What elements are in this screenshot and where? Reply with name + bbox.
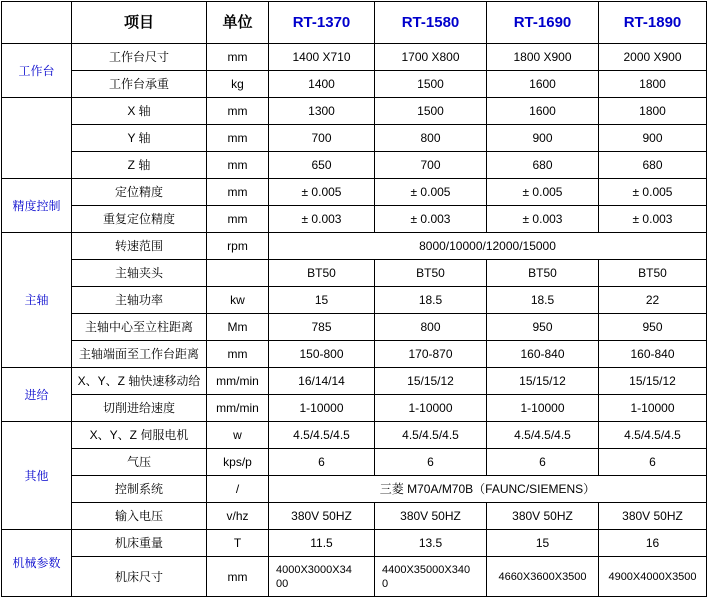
row-unit: rpm <box>207 233 269 260</box>
row-unit: mm <box>207 557 269 597</box>
cell-value: 1500 <box>375 71 487 98</box>
table-row <box>2 260 707 287</box>
row-label: 转速范围 <box>72 233 207 260</box>
cell-value: 380V 50HZ <box>599 503 707 530</box>
row-unit: mm <box>207 98 269 125</box>
wrapped-line: 4000X3000X34 <box>276 563 352 576</box>
row-unit: mm <box>207 125 269 152</box>
row-label: X、Y、Z 轴快速移动给 <box>72 368 207 395</box>
row-label: 主轴夹头 <box>72 260 207 287</box>
row-label: 主轴中心至立柱距离 <box>72 314 207 341</box>
cell-value: 11.5 <box>269 530 375 557</box>
cell-value: 2000 X900 <box>599 44 707 71</box>
row-unit <box>207 260 269 287</box>
cell-value: BT50 <box>599 260 707 287</box>
table-row <box>2 449 707 476</box>
cell-value: 950 <box>487 314 599 341</box>
row-label: X 轴 <box>72 98 207 125</box>
cell-value: 380V 50HZ <box>375 503 487 530</box>
cell-value: 15/15/12 <box>487 368 599 395</box>
cell-value: 900 <box>487 125 599 152</box>
cell-value: 15 <box>487 530 599 557</box>
table-row <box>2 368 707 395</box>
row-label: Z 轴 <box>72 152 207 179</box>
row-label: 主轴端面至工作台距离 <box>72 341 207 368</box>
row-label: X、Y、Z 伺服电机 <box>72 422 207 449</box>
row-label: 机床重量 <box>72 530 207 557</box>
table-row <box>2 530 707 557</box>
cell-value: 800 <box>375 125 487 152</box>
cell-value: ± 0.003 <box>487 206 599 233</box>
table-row <box>2 476 707 503</box>
cell-value: 900 <box>599 125 707 152</box>
row-unit: mm <box>207 44 269 71</box>
cell-value: 16 <box>599 530 707 557</box>
table-row <box>2 422 707 449</box>
cell-value: 4.5/4.5/4.5 <box>269 422 375 449</box>
cell-value: 15 <box>269 287 375 314</box>
cell-value: BT50 <box>269 260 375 287</box>
cell-value: 4.5/4.5/4.5 <box>599 422 707 449</box>
row-unit: kw <box>207 287 269 314</box>
cell-value-wrapped <box>269 557 375 597</box>
cell-value: BT50 <box>487 260 599 287</box>
cell-value: 4.5/4.5/4.5 <box>487 422 599 449</box>
row-unit: / <box>207 476 269 503</box>
cell-value: 785 <box>269 314 375 341</box>
row-unit: mm <box>207 206 269 233</box>
cell-value: BT50 <box>375 260 487 287</box>
cell-value: 1-10000 <box>269 395 375 422</box>
cell-value: 1800 <box>599 71 707 98</box>
group-label-travel <box>2 98 72 179</box>
cell-value: ± 0.003 <box>599 206 707 233</box>
row-label: 气压 <box>72 449 207 476</box>
spec-table <box>1 1 707 597</box>
wrapped-line: 4400X35000X340 <box>382 563 471 576</box>
cell-value: 15/15/12 <box>375 368 487 395</box>
cell-value: 1-10000 <box>487 395 599 422</box>
row-label: Y 轴 <box>72 125 207 152</box>
table-row <box>2 44 707 71</box>
table-row <box>2 395 707 422</box>
group-label-other: 其他 <box>2 422 72 530</box>
cell-value: ± 0.003 <box>269 206 375 233</box>
table-row <box>2 179 707 206</box>
cell-value: 1800 X900 <box>487 44 599 71</box>
row-label: 重复定位精度 <box>72 206 207 233</box>
table-row <box>2 206 707 233</box>
table-row <box>2 503 707 530</box>
row-label: 切削进给速度 <box>72 395 207 422</box>
cell-value: 380V 50HZ <box>269 503 375 530</box>
header-model-1890: RT-1890 <box>599 2 707 44</box>
group-label-machine: 机械参数 <box>2 530 72 597</box>
cell-value: 380V 50HZ <box>487 503 599 530</box>
cell-value: ± 0.005 <box>375 179 487 206</box>
table-row <box>2 98 707 125</box>
cell-value: ± 0.005 <box>599 179 707 206</box>
cell-value: 6 <box>487 449 599 476</box>
cell-value: 6 <box>375 449 487 476</box>
cell-value: 1700 X800 <box>375 44 487 71</box>
row-label: 工作台承重 <box>72 71 207 98</box>
cell-value: 4.5/4.5/4.5 <box>375 422 487 449</box>
cell-value: 700 <box>269 125 375 152</box>
cell-value: ± 0.005 <box>269 179 375 206</box>
cell-value: 150-800 <box>269 341 375 368</box>
wrapped-line: 0 <box>382 577 389 590</box>
cell-value: 1800 <box>599 98 707 125</box>
cell-value: ± 0.003 <box>375 206 487 233</box>
row-unit: mm <box>207 152 269 179</box>
row-label: 机床尺寸 <box>72 557 207 597</box>
cell-value: 170-870 <box>375 341 487 368</box>
header-model-1580: RT-1580 <box>375 2 487 44</box>
cell-value: 4900X4000X3500 <box>599 557 707 597</box>
cell-value: 16/14/14 <box>269 368 375 395</box>
cell-value-wrapped <box>375 557 487 597</box>
cell-value: 6 <box>599 449 707 476</box>
table-row <box>2 287 707 314</box>
cell-value: 18.5 <box>487 287 599 314</box>
row-unit: Mm <box>207 314 269 341</box>
row-label: 控制系统 <box>72 476 207 503</box>
cell-value: 15/15/12 <box>599 368 707 395</box>
table-row <box>2 71 707 98</box>
cell-value: 680 <box>599 152 707 179</box>
cell-merged: 三菱 M70A/M70B（FAUNC/SIEMENS） <box>269 476 707 503</box>
cell-value: 950 <box>599 314 707 341</box>
cell-value: 1500 <box>375 98 487 125</box>
row-unit: w <box>207 422 269 449</box>
cell-value: 700 <box>375 152 487 179</box>
cell-value: 160-840 <box>487 341 599 368</box>
cell-value: 680 <box>487 152 599 179</box>
cell-value: ± 0.005 <box>487 179 599 206</box>
table-row <box>2 557 707 597</box>
row-unit: mm/min <box>207 368 269 395</box>
group-label-precision: 精度控制 <box>2 179 72 233</box>
cell-value: 1600 <box>487 98 599 125</box>
cell-value: 800 <box>375 314 487 341</box>
group-label-table: 工作台 <box>2 44 72 98</box>
cell-value: 22 <box>599 287 707 314</box>
cell-value: 6 <box>269 449 375 476</box>
cell-value: 13.5 <box>375 530 487 557</box>
header-unit: 单位 <box>207 2 269 44</box>
cell-value: 1600 <box>487 71 599 98</box>
cell-value: 1-10000 <box>375 395 487 422</box>
header-model-1690: RT-1690 <box>487 2 599 44</box>
wrapped-line: 00 <box>276 577 289 590</box>
row-label: 输入电压 <box>72 503 207 530</box>
group-label-spindle: 主轴 <box>2 233 72 368</box>
row-unit: kps/p <box>207 449 269 476</box>
row-label: 定位精度 <box>72 179 207 206</box>
header-row <box>2 2 707 44</box>
cell-value: 1400 <box>269 71 375 98</box>
header-blank <box>2 2 72 44</box>
group-label-feed: 进给 <box>2 368 72 422</box>
row-label: 主轴功率 <box>72 287 207 314</box>
header-model-1370: RT-1370 <box>269 2 375 44</box>
table-row <box>2 233 707 260</box>
row-unit: T <box>207 530 269 557</box>
table-row <box>2 125 707 152</box>
row-unit: kg <box>207 71 269 98</box>
cell-value: 650 <box>269 152 375 179</box>
cell-value: 160-840 <box>599 341 707 368</box>
header-item: 项目 <box>72 2 207 44</box>
cell-value: 1400 X710 <box>269 44 375 71</box>
cell-value: 18.5 <box>375 287 487 314</box>
row-label: 工作台尺寸 <box>72 44 207 71</box>
row-unit: mm/min <box>207 395 269 422</box>
row-unit: mm <box>207 341 269 368</box>
cell-value: 4660X3600X3500 <box>487 557 599 597</box>
cell-merged: 8000/10000/12000/15000 <box>269 233 707 260</box>
cell-value: 1300 <box>269 98 375 125</box>
table-row <box>2 314 707 341</box>
table-row <box>2 341 707 368</box>
row-unit: mm <box>207 179 269 206</box>
cell-value: 1-10000 <box>599 395 707 422</box>
row-unit: v/hz <box>207 503 269 530</box>
table-row <box>2 152 707 179</box>
